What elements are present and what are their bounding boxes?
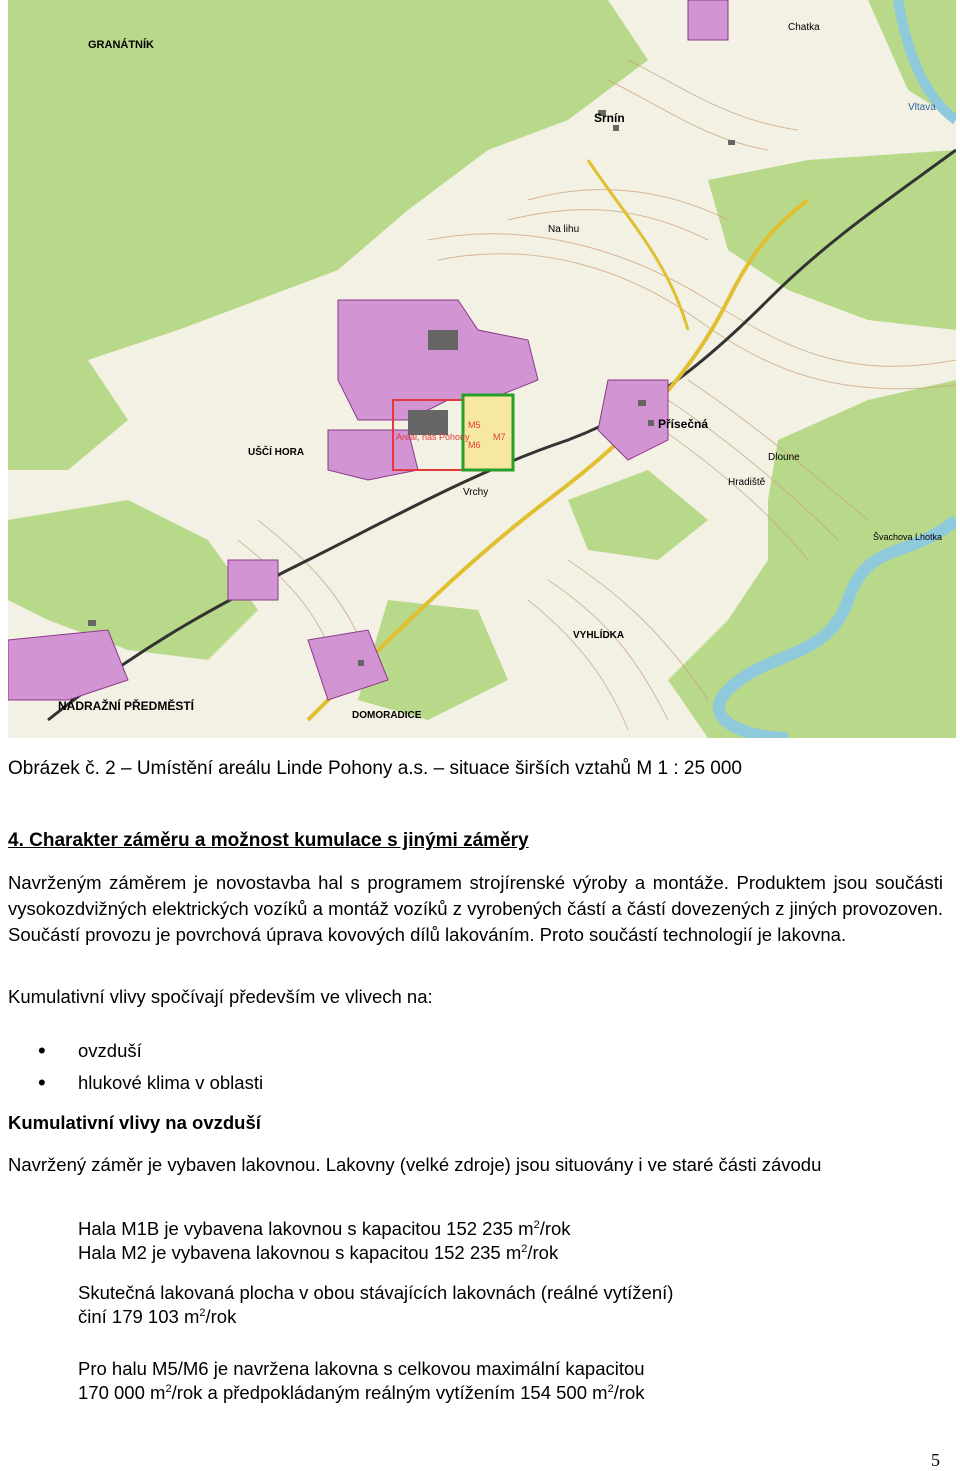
hall-m1b-line: [78, 1216, 571, 1242]
label-m6: M6: [468, 440, 481, 450]
sup: 2: [607, 1383, 614, 1395]
label-nadrazni: NÁDRAŽNÍ PŘEDMĚSTÍ: [58, 699, 195, 713]
label-nalihu: Na lihu: [548, 224, 580, 235]
sup: 2: [533, 1219, 540, 1231]
label-m7: M7: [493, 432, 506, 442]
m5m6-text: 170 000 m: [78, 1382, 166, 1403]
label-granatnik: GRANÁTNÍK: [88, 39, 154, 51]
label-vyhlidka: VYHLÍDKA: [573, 630, 625, 641]
label-vltava: Vltava: [908, 102, 936, 113]
intro-paragraph: Navrženým záměrem je novostavba hal s programem strojírenské výroby a montáže. Produktem jsou součásti vysokozdvižných elektrických vozíků a montáž vozíků z vyrobených částí a částí dovezených z jiných provozoven. Součástí provozu je povrchová úprava kovových dílů lakováním. Proto součástí technologií je lakovna.: [8, 872, 943, 945]
cumulative-intro: Kumulativní vlivy spočívají především ve vlivech na:: [8, 986, 433, 1007]
situation-map: [8, 0, 956, 738]
air-paragraph: Navržený záměr je vybaven lakovnou. Lakovny (velké zdroje) jsou situovány i ve staré části závodu: [8, 1154, 822, 1175]
unit: /rok: [539, 1218, 571, 1239]
m5m6-line-1: Pro halu M5/M6 je navržena lakovna s celkovou maximální kapacitou: [78, 1358, 645, 1379]
label-chatka: Chatka: [788, 22, 820, 33]
unit: /rok: [527, 1242, 559, 1263]
impact-list: [38, 1038, 263, 1102]
actual-line-1: Skutečná lakovaná plocha v obou stávajících lakovnách (reálné vytížení): [78, 1282, 674, 1303]
m5m6-mid: /rok a předpokládaným reálným vytížením 154 500 m: [171, 1382, 608, 1403]
figure-caption: Obrázek č. 2 – Umístění areálu Linde Pohony a.s. – situace širších vztahů M 1 : 25 000: [8, 758, 742, 779]
sup: 2: [165, 1383, 172, 1395]
section-heading: 4. Charakter záměru a možnost kumulace s jinými záměry: [8, 830, 529, 851]
label-vrchy: Vrchy: [463, 487, 489, 498]
actual-text: činí 179 103 m: [78, 1306, 200, 1327]
unit: /rok: [205, 1306, 237, 1327]
subheading-air: Kumulativní vlivy na ovzduší: [8, 1112, 261, 1133]
label-srnin: Srnín: [594, 111, 625, 125]
actual-line-2: [78, 1304, 236, 1330]
list-item: • ovzduší: [38, 1038, 263, 1070]
hall-m1b-text: Hala M1B je vybavena lakovnou s kapacitou 152 235 m: [78, 1218, 534, 1239]
m5m6-line-2: [78, 1380, 645, 1406]
label-dloune: Dloune: [768, 452, 800, 463]
hall-m2-text: Hala M2 je vybavena lakovnou s kapacitou 152 235 m: [78, 1242, 522, 1263]
page-number: 5: [931, 1450, 940, 1470]
sup: 2: [521, 1243, 528, 1255]
label-usci-hora: UŠČÍ HORA: [248, 447, 305, 458]
label-svachova: Švachova Lhotka: [873, 532, 943, 542]
sup: 2: [199, 1307, 206, 1319]
label-hradiste: Hradiště: [728, 477, 766, 488]
hall-m2-line: [78, 1240, 558, 1266]
label-m5: M5: [468, 420, 481, 430]
map-graphic: [8, 0, 956, 738]
label-areal: Areál, nás Pohony: [396, 432, 470, 442]
list-item: • hlukové klima v oblasti: [38, 1070, 263, 1102]
label-domoradice: DOMORADICE: [352, 710, 422, 721]
unit: /rok: [613, 1382, 645, 1403]
label-prisecna: Přísečná: [658, 417, 709, 431]
